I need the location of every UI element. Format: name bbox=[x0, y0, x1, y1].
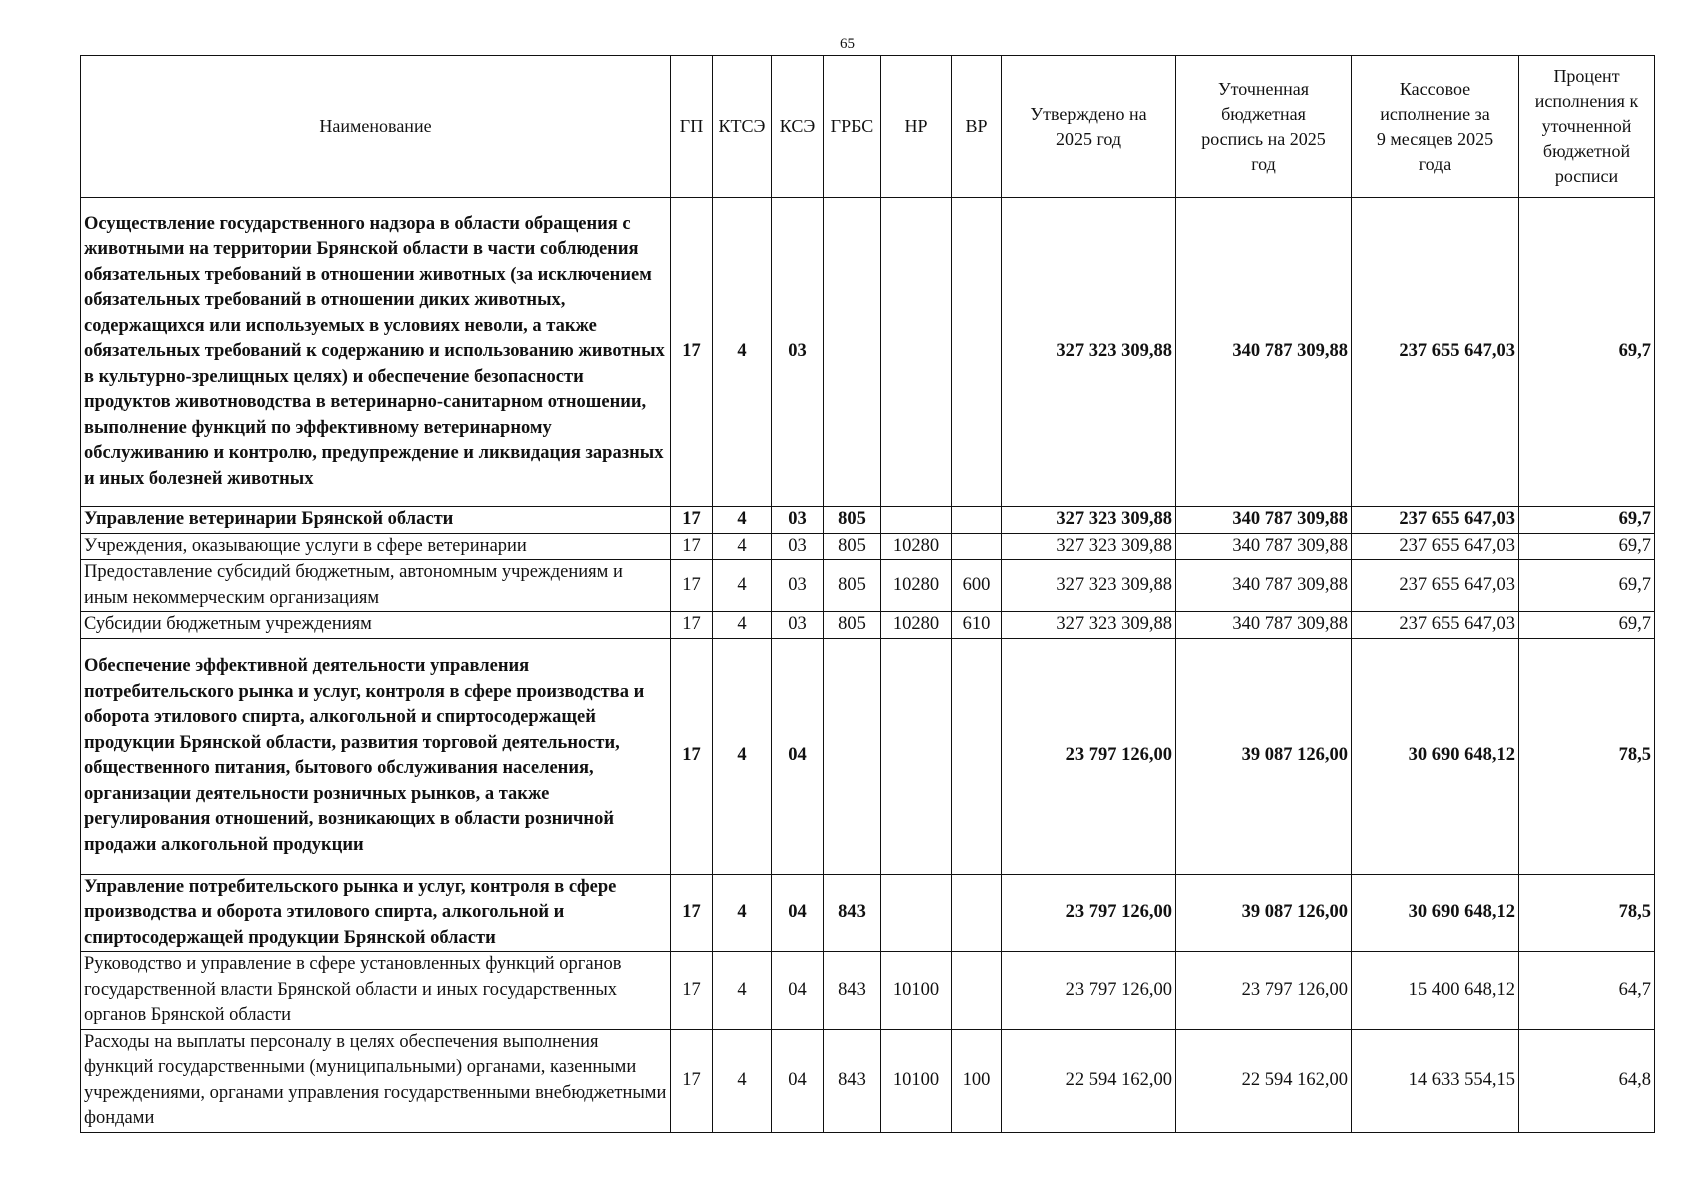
cell-refined: 340 787 309,88 bbox=[1176, 507, 1352, 534]
cell-nr: 10280 bbox=[881, 612, 952, 639]
header-nr: НР bbox=[881, 56, 952, 198]
table-row bbox=[81, 507, 1655, 534]
table-row bbox=[81, 952, 1655, 1030]
cell-gp: 17 bbox=[671, 198, 713, 507]
cell-percent: 69,7 bbox=[1519, 507, 1655, 534]
cell-nr bbox=[881, 874, 952, 952]
cell-approved: 23 797 126,00 bbox=[1002, 874, 1176, 952]
cell-kse: 04 bbox=[772, 952, 824, 1030]
cell-ktse: 4 bbox=[713, 874, 772, 952]
cell-cash: 237 655 647,03 bbox=[1352, 560, 1519, 612]
cell-refined: 23 797 126,00 bbox=[1176, 952, 1352, 1030]
header-refined: Уточненная бюджетная роспись на 2025 год bbox=[1176, 56, 1352, 198]
cell-grbs bbox=[824, 198, 881, 507]
cell-grbs: 805 bbox=[824, 560, 881, 612]
cell-approved: 23 797 126,00 bbox=[1002, 952, 1176, 1030]
cell-ktse: 4 bbox=[713, 533, 772, 560]
cell-approved: 327 323 309,88 bbox=[1002, 612, 1176, 639]
cell-vr bbox=[952, 874, 1002, 952]
cell-ktse: 4 bbox=[713, 198, 772, 507]
cell-cash: 30 690 648,12 bbox=[1352, 638, 1519, 874]
cell-name: Управление потребительского рынка и услуг, контроля в сфере производства и оборота этилового спирта, алкогольной и спиртосодержащей продукции Брянской области bbox=[81, 874, 671, 952]
cell-grbs: 805 bbox=[824, 533, 881, 560]
cell-name: Обеспечение эффективной деятельности управления потребительского рынка и услуг, контроля в сфере производства и оборота этилового спирта, алкогольной и спиртосодержащей продукции Брянской области, развития торговой деятельности, общественного питания, бытового обслуживания населения, организации деятельности розничных рынков, а также регулирования отношений, возникающих в области розничной продажи алкогольной продукции bbox=[81, 638, 671, 874]
table-row bbox=[81, 1029, 1655, 1132]
cell-percent: 69,7 bbox=[1519, 612, 1655, 639]
cell-vr: 100 bbox=[952, 1029, 1002, 1132]
table-row bbox=[81, 533, 1655, 560]
cell-ktse: 4 bbox=[713, 952, 772, 1030]
cell-name: Управление ветеринарии Брянской области bbox=[81, 507, 671, 534]
cell-grbs bbox=[824, 638, 881, 874]
cell-approved: 327 323 309,88 bbox=[1002, 533, 1176, 560]
cell-nr: 10280 bbox=[881, 560, 952, 612]
cell-grbs: 843 bbox=[824, 952, 881, 1030]
cell-name: Учреждения, оказывающие услуги в сфере ветеринарии bbox=[81, 533, 671, 560]
cell-gp: 17 bbox=[671, 874, 713, 952]
header-gp: ГП bbox=[671, 56, 713, 198]
cell-refined: 340 787 309,88 bbox=[1176, 612, 1352, 639]
cell-ktse: 4 bbox=[713, 612, 772, 639]
header-ktse: КТСЭ bbox=[713, 56, 772, 198]
cell-kse: 04 bbox=[772, 638, 824, 874]
cell-percent: 69,7 bbox=[1519, 198, 1655, 507]
cell-gp: 17 bbox=[671, 1029, 713, 1132]
cell-vr bbox=[952, 533, 1002, 560]
cell-name: Осуществление государственного надзора в области обращения с животными на территории Брянской области в части соблюдения обязательных требований в отношении животных (за исключением обязательных требований в отношении диких животных, содержащихся или используемых в условиях неволи, а также обязательных требований к содержанию и использованию животных в культурно-зрелищных целях) и обеспечение безопасности продуктов животноводства в ветеринарно-санитарном отношении, выполнение функций по эффективному ветеринарному обслуживанию и контролю, предупреждение и ликвидация заразных и иных болезней животных bbox=[81, 198, 671, 507]
cell-percent: 69,7 bbox=[1519, 533, 1655, 560]
cell-percent: 64,8 bbox=[1519, 1029, 1655, 1132]
cell-kse: 04 bbox=[772, 874, 824, 952]
cell-vr: 600 bbox=[952, 560, 1002, 612]
cell-name: Субсидии бюджетным учреждениям bbox=[81, 612, 671, 639]
cell-ktse: 4 bbox=[713, 638, 772, 874]
cell-name: Руководство и управление в сфере установленных функций органов государственной власти Брянской области и иных государственных органов Брянской области bbox=[81, 952, 671, 1030]
cell-percent: 64,7 bbox=[1519, 952, 1655, 1030]
header-vr: ВР bbox=[952, 56, 1002, 198]
cell-cash: 237 655 647,03 bbox=[1352, 507, 1519, 534]
cell-grbs: 805 bbox=[824, 507, 881, 534]
cell-vr: 610 bbox=[952, 612, 1002, 639]
cell-refined: 340 787 309,88 bbox=[1176, 533, 1352, 560]
cell-kse: 04 bbox=[772, 1029, 824, 1132]
cell-approved: 327 323 309,88 bbox=[1002, 507, 1176, 534]
header-grbs: ГРБС bbox=[824, 56, 881, 198]
cell-kse: 03 bbox=[772, 560, 824, 612]
table-row bbox=[81, 612, 1655, 639]
cell-vr bbox=[952, 198, 1002, 507]
cell-name: Расходы на выплаты персоналу в целях обеспечения выполнения функций государственными (муниципальными) органами, казенными учреждениями, органами управления государственными внебюджетными фондами bbox=[81, 1029, 671, 1132]
cell-ktse: 4 bbox=[713, 1029, 772, 1132]
cell-refined: 340 787 309,88 bbox=[1176, 198, 1352, 507]
cell-grbs: 843 bbox=[824, 874, 881, 952]
cell-percent: 78,5 bbox=[1519, 874, 1655, 952]
table-row bbox=[81, 638, 1655, 874]
cell-cash: 14 633 554,15 bbox=[1352, 1029, 1519, 1132]
cell-kse: 03 bbox=[772, 198, 824, 507]
budget-table bbox=[80, 55, 1655, 1133]
cell-kse: 03 bbox=[772, 533, 824, 560]
cell-nr bbox=[881, 507, 952, 534]
header-name: Наименование bbox=[81, 56, 671, 198]
cell-ktse: 4 bbox=[713, 507, 772, 534]
cell-nr bbox=[881, 638, 952, 874]
cell-gp: 17 bbox=[671, 560, 713, 612]
cell-grbs: 805 bbox=[824, 612, 881, 639]
cell-gp: 17 bbox=[671, 638, 713, 874]
cell-refined: 340 787 309,88 bbox=[1176, 560, 1352, 612]
cell-percent: 69,7 bbox=[1519, 560, 1655, 612]
cell-gp: 17 bbox=[671, 612, 713, 639]
cell-gp: 17 bbox=[671, 952, 713, 1030]
cell-nr: 10100 bbox=[881, 952, 952, 1030]
cell-percent: 78,5 bbox=[1519, 638, 1655, 874]
table-row bbox=[81, 560, 1655, 612]
cell-nr: 10100 bbox=[881, 1029, 952, 1132]
header-approved: Утверждено на 2025 год bbox=[1002, 56, 1176, 198]
cell-nr: 10280 bbox=[881, 533, 952, 560]
cell-ktse: 4 bbox=[713, 560, 772, 612]
cell-grbs: 843 bbox=[824, 1029, 881, 1132]
cell-approved: 327 323 309,88 bbox=[1002, 198, 1176, 507]
table-row bbox=[81, 198, 1655, 507]
header-percent: Процент исполнения к уточненной бюджетной росписи bbox=[1519, 56, 1655, 198]
cell-cash: 237 655 647,03 bbox=[1352, 533, 1519, 560]
cell-approved: 23 797 126,00 bbox=[1002, 638, 1176, 874]
cell-cash: 15 400 648,12 bbox=[1352, 952, 1519, 1030]
cell-kse: 03 bbox=[772, 507, 824, 534]
cell-approved: 327 323 309,88 bbox=[1002, 560, 1176, 612]
cell-name: Предоставление субсидий бюджетным, автономным учреждениям и иным некоммерческим организациям bbox=[81, 560, 671, 612]
cell-approved: 22 594 162,00 bbox=[1002, 1029, 1176, 1132]
cell-nr bbox=[881, 198, 952, 507]
table-row bbox=[81, 874, 1655, 952]
cell-gp: 17 bbox=[671, 507, 713, 534]
cell-cash: 237 655 647,03 bbox=[1352, 612, 1519, 639]
page-number: 65 bbox=[840, 36, 855, 52]
cell-refined: 22 594 162,00 bbox=[1176, 1029, 1352, 1132]
cell-vr bbox=[952, 952, 1002, 1030]
cell-refined: 39 087 126,00 bbox=[1176, 874, 1352, 952]
cell-vr bbox=[952, 638, 1002, 874]
cell-cash: 30 690 648,12 bbox=[1352, 874, 1519, 952]
table-header-row bbox=[81, 56, 1655, 198]
cell-cash: 237 655 647,03 bbox=[1352, 198, 1519, 507]
header-cash: Кассовое исполнение за 9 месяцев 2025 года bbox=[1352, 56, 1519, 198]
header-kse: КСЭ bbox=[772, 56, 824, 198]
cell-gp: 17 bbox=[671, 533, 713, 560]
cell-refined: 39 087 126,00 bbox=[1176, 638, 1352, 874]
cell-kse: 03 bbox=[772, 612, 824, 639]
cell-vr bbox=[952, 507, 1002, 534]
